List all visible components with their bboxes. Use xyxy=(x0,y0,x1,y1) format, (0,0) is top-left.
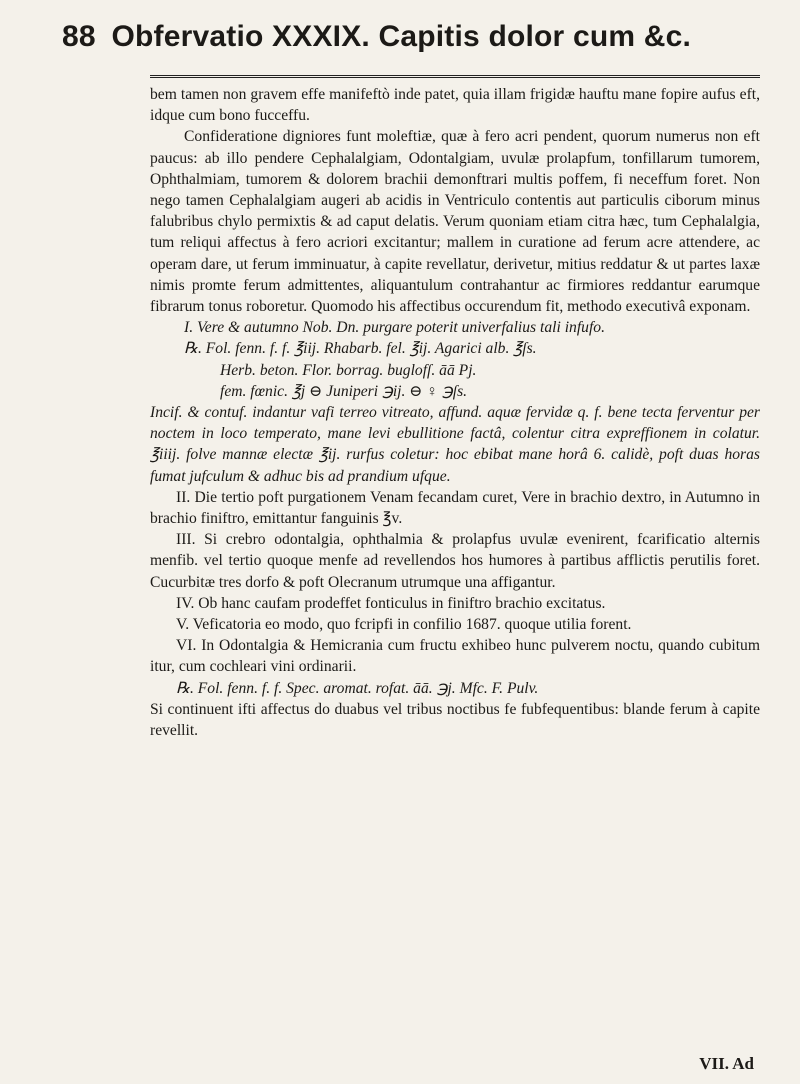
recipe-line-3: fem. fœnic. ℥j ⊖ Juniperi ℈ij. ⊖ ♀ ℈ſs. xyxy=(220,382,468,400)
recipe-line-2: Herb. beton. Flor. borrag. buglofſ. āā Pj. xyxy=(220,361,477,379)
method-item-6: VI. In Odontalgia & Hemicrania cum fructu exhibeo hunc pulverem noctu, quando cubitum itur, cum cochleari vini ordinarii. xyxy=(150,637,760,676)
recipe-instructions: Incif. & contuf. indantur vafi terreo vitreato, affund. aquæ fervidæ q. f. bene tecta ferventur per noctem in loco temperato, mane levi ebullitione factâ, colentur citra expreffionem in colatur. ℥iiij. folve mannæ electæ ℥ij. rurfus coletur: hoc ebibat mane horâ 6. calidè, poft duas horas fumat jufculum & adhuc bis ad prandium ufque. xyxy=(150,404,760,485)
recipe-line-1: ℞. Fol. fenn. f. f. ℥iij. Rhabarb. fel. ℥ij. Agarici alb. ℥ſs. xyxy=(184,340,537,358)
text-body xyxy=(150,84,760,741)
method-item-2: II. Die tertio poft purgationem Venam fecandam curet, Vere in brachio dextro, in Autumno in brachio finiftro, emittantur fanguinis ℥v. xyxy=(150,488,760,528)
catchword: VII. Ad xyxy=(699,1054,754,1073)
method-item-4: IV. Ob hanc caufam prodeffet fonticulus in finiftro brachio excitatus. xyxy=(176,594,606,612)
page-header xyxy=(62,20,762,54)
paragraph-considerations: Confideratione digniores funt moleftiæ, quæ à fero acri pendent, quorum numerus non eft paucus: ab illo pendere Cephalalgiam, Odontalgiam, uvulæ prolapfum, tonfillarum tumorem, Ophthalmiam, tumorem & dolorem brachii demonftrari multis poffem, fi neceffum foret. Non nego tamen Cephalalgiam augeri ab acidis in Ventriculo contentis aut particulis ciborum minus falubribus chylo permixtis & ad caput delatis. Verum quoniam etiam citra hæc, tum Cephalalgia, tum reliqui affectus à fero acriori excitantur; mallem in curatione ad ferum acre attendere, ac operam dare, ut ferum imminuatur, à capite revellatur, derivetur, mitius reddatur & ut partes laxæ nimis promte ferum admittentes, aliquantulum contrahantur ac firmiores reddantur earumque fibrarum tonus roboretur. Quomodo his affectibus occurendum fit, methodo executivâ exponam. xyxy=(150,128,760,316)
page-number: 88 xyxy=(62,20,96,53)
paragraph-closing: Si continuent ifti affectus do duabus vel tribus noctibus fe fubfequentibus: blande ferum à capite revellit. xyxy=(150,700,760,740)
recipe-pulvis: ℞. Fol. fenn. f. f. Spec. aromat. rofat. āā. ℈j. Mfc. F. Pulv. xyxy=(176,679,539,697)
method-item-3: III. Si crebro odontalgia, ophthalmia & prolapfus uvulæ evenirent, fcarificatio alternis menfib. vel tertio quoque menfe ad revellendos hos humores à partibus afflictis perutilis foret. Cucurbitæ tres dorfo & poft Olecranum utrumque una affigantur. xyxy=(150,531,760,591)
method-item-1: I. Vere & autumno Nob. Dn. purgare poterit univerfalius tali infufo. xyxy=(184,319,606,337)
header-rule xyxy=(150,75,760,78)
method-item-5: V. Veficatoria eo modo, quo fcripfi in confilio 1687. quoque utilia forent. xyxy=(176,616,632,634)
paragraph-continuation: bem tamen non gravem effe manifeftò inde patet, quia illam frigidæ hauftu mane fopire aufus eft, idque cum bono fucceffu. xyxy=(150,86,760,125)
running-title: Obfervatio XXXIX. Capitis dolor cum &c. xyxy=(111,20,692,53)
